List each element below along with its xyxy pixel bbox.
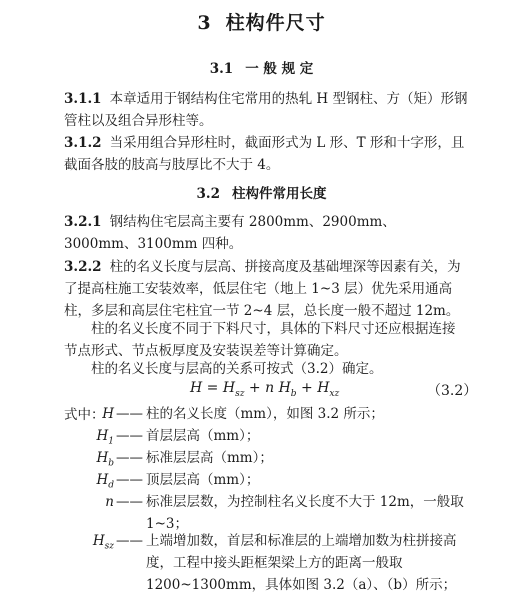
definition-dash: —— (116, 450, 143, 466)
formula-body: $H = H_{sz} + n$ $H_b + H_{xz}$ (190, 380, 340, 399)
definition-symbol: $H_{sz}$ (92, 533, 114, 552)
definition-text: 标准层层高（mm）； (146, 450, 273, 466)
chapter-title (0, 8, 523, 35)
definition-dash: —— (116, 406, 143, 422)
paragraph-formula-intro: 柱的名义长度与层高的关系可按式（3.2）确定。 (91, 361, 383, 377)
where-label: 式中： (64, 407, 105, 423)
definition-symbol: $H_b$ (96, 450, 114, 469)
definition-symbol: H (102, 406, 114, 422)
definition-dash: —— (116, 494, 143, 510)
clause-number: 3.1.2 (64, 135, 102, 151)
paragraph-cutting-length: 柱的名义长度不同于下料尺寸，具体的下料尺寸还应根据连接节点形式、节点板厚度及安装误差等计算确定。 (64, 321, 456, 359)
definition-symbol: $H_1$ (96, 428, 114, 447)
definition-text: 标准层层数，为控制柱名义长度不大于 12m，一般取 1~3； (146, 494, 464, 532)
clause-text: 柱的名义长度与层高、拼接高度及基础埋深等因素有关，为了提高柱施工安装效率，低层住宅（地上 1~3 层）优先采用通高柱，多层和高层住宅柱宜一节 2~4 层，总长度一般不超过 12m。 (64, 259, 461, 319)
clause-3-2-2 (64, 256, 468, 322)
clause-text: 钢结构住宅层高主要有 2800mm、2900mm、3000mm、3100mm 四种。 (64, 214, 396, 252)
definition-text: 柱的名义长度（mm），如图 3.2 所示； (146, 406, 384, 422)
section-number: 3.2 (196, 186, 220, 202)
section-heading-3-2 (0, 182, 523, 202)
clause-text: 本章适用于钢结构住宅常用的热轧 H 型钢柱、方（矩）形钢管柱以及组合异形柱等。 (64, 91, 468, 129)
section-heading-3-1 (0, 57, 523, 77)
section-title: 一 般 规 定 (245, 61, 314, 77)
definition-dash: —— (116, 428, 143, 444)
section-title: 柱构件常用长度 (232, 186, 327, 202)
clause-3-1-1 (64, 88, 468, 132)
definition-dash: —— (116, 472, 143, 488)
clause-number: 3.2.2 (64, 259, 102, 275)
clause-3-1-2 (64, 132, 468, 176)
clause-number: 3.2.1 (64, 214, 102, 230)
definition-dash: —— (116, 533, 143, 549)
chapter-number: 3 (197, 12, 212, 34)
clause-3-2-1 (64, 211, 468, 255)
definition-text: 顶层层高（mm）； (146, 472, 260, 488)
chapter-title-text: 柱构件尺寸 (225, 12, 326, 34)
clause-text: 当采用组合异形柱时，截面形式为 L 形、T 形和十字形，且截面各肢的肢高与肢厚比不大于 4。 (64, 135, 465, 173)
definition-text: 首层层高（mm）； (146, 428, 260, 444)
definition-symbol: n (105, 494, 114, 510)
definition-text: 上端增加数，首层和标准层的上端增加数为柱拼接高度，工程中接头距框架梁上方的距离一般取 1200~1300mm，具体如图 3.2（a）、（b）所示； (146, 533, 457, 593)
definition-symbol: $H_d$ (96, 472, 114, 491)
clause-number: 3.1.1 (64, 91, 102, 107)
formula-number: （3.2） (427, 383, 478, 399)
section-number: 3.1 (209, 61, 234, 77)
